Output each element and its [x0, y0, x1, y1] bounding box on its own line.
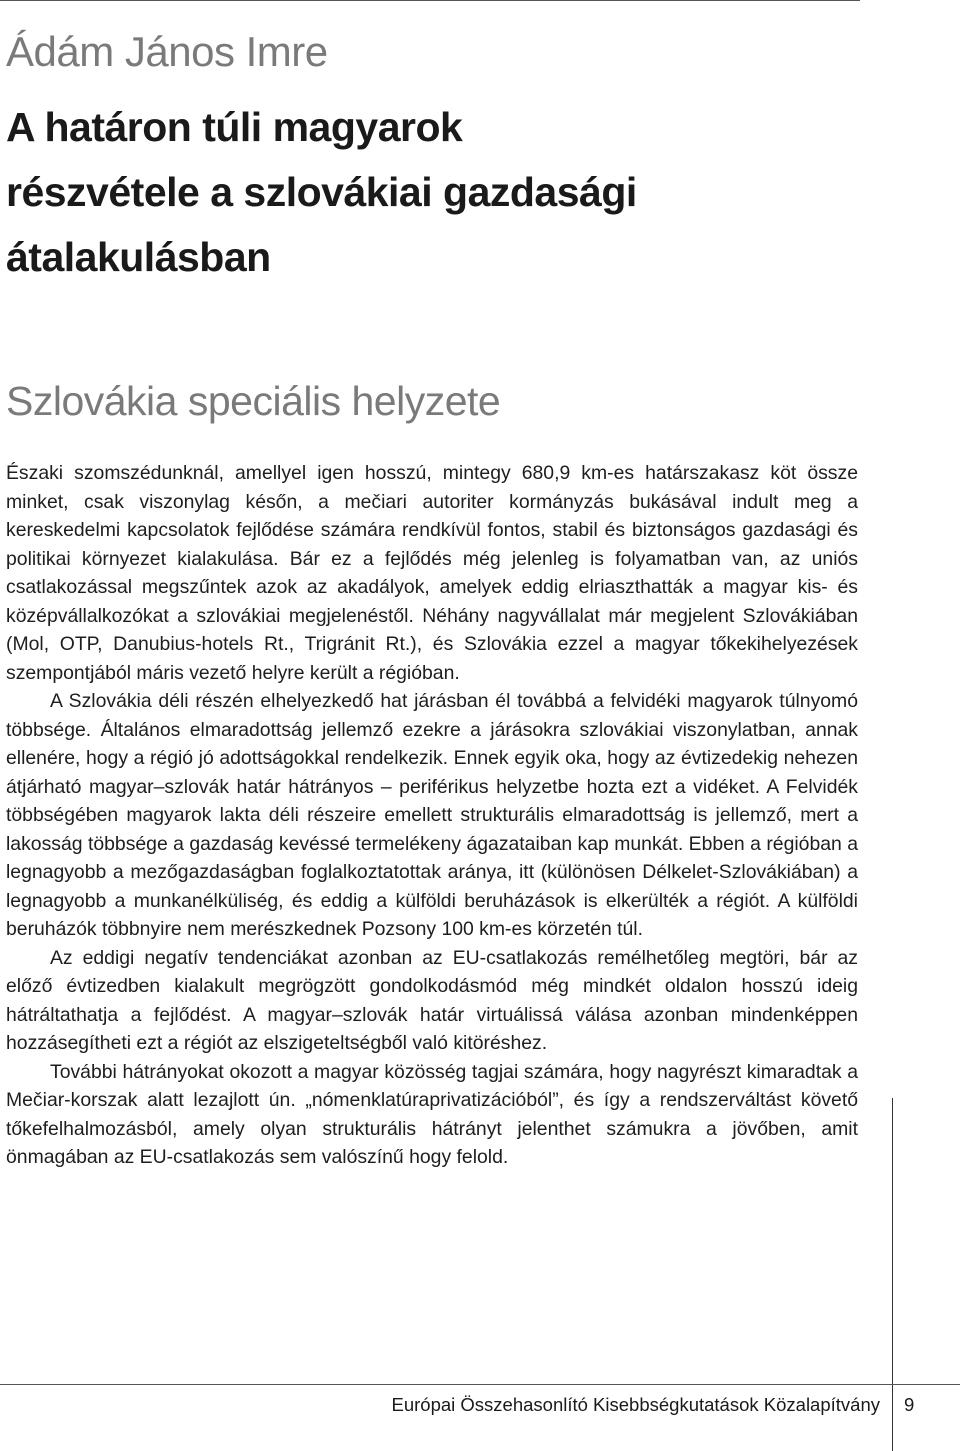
author-name: Ádám János Imre	[6, 28, 328, 75]
footer-divider	[0, 1384, 960, 1385]
paragraph: A Szlovákia déli részén elhelyezkedő hat járásban él továbbá a felvidéki magyarok túlnyomó többsége. Általános elmaradottság jellemző ezekre a járásokra szlovákiai viszonylatban, annak ellenére, hogy a régió jó adottságokkal rendelkezik. Ennek egyik oka, hogy az évtizedekig nehezen átjárható magyar–szlovák határ hátrányos – periférikus helyzetbe hozta ezt a vidéket. A Felvidék többségében magyarok lakta déli részeire emellett strukturális elmaradottság is jellemző, mert a lakosság többsége a gazdaság kevéssé termelékeny ágazataiban kap munkát. Ebben a régióban a legnagyobb a mezőgazdaságban foglalkoztatottak aránya, itt (különösen Délkelet-Szlovákiában) a legnagyobb a munkanélküliség, és eddig a külföldi beruházások is elkerülték a régiót. A külföldi beruházók többnyire nem merészkednek Pozsony 100 km-es körzetén túl.	[6, 690, 858, 940]
paragraph: További hátrányokat okozott a magyar közösség tagjai számára, hogy nagyrészt kimaradtak a Mečiar-korszak alatt lezajlott ún. „nómenklatúraprivatizációból”, és így a rendszerváltást követő tőkefelhalmozásból, amely olyan strukturális hátrányt jelenthet számukra a jövőben, amit önmagában az EU-csatlakozás sem valószínű hogy felold.	[6, 1060, 858, 1168]
footer-publisher: Európai Összehasonlító Kisebbségkutatások Közalapítvány	[391, 1394, 880, 1415]
page-number: 9	[904, 1394, 915, 1415]
title-line: részvétele a szlovákiai gazdasági	[6, 169, 637, 215]
article-body	[6, 459, 858, 1172]
paragraph: Az eddigi negatív tendenciákat azonban az EU-csatlakozás remélhetőleg megtöri, bár az előző évtizedben kialakult megrögzött gondolkodásmód még mindkét oldalon hosszú ideig hátráltathatja a fejlődést. A magyar–szlovák határ virtuálissá válása azonban mindenképpen hozzásegítheti ezt a régiót az elszigeteltségből való kitöréshez.	[6, 946, 858, 1054]
article-title	[6, 95, 866, 290]
section-heading: Szlovákia speciális helyzete	[6, 378, 501, 424]
title-line: átalakulásban	[6, 234, 271, 280]
margin-rule	[892, 1098, 893, 1451]
title-line: A határon túli magyarok	[6, 104, 463, 150]
paragraph: Északi szomszédunknál, amellyel igen hosszú, mintegy 680,9 km-es határszakasz köt össze minket, csak viszonylag későn, a mečiari autoriter kormányzás bukásával indult meg a kereskedelmi kapcsolatok fejlődése számára rendkívül fontos, stabil és biztonságos gazdasági és politikai környezet kialakulása. Bár ez a fejlődés még jelenleg is folyamatban van, az uniós csatlakozással megszűntek azok az akadályok, amelyek eddig elriaszthatták a magyar kis- és középvállalkozókat a szlovákiai megjelenéstől. Néhány nagyvállalat már megjelent Szlovákiában (Mol, OTP, Danubius-hotels Rt., Trigránit Rt.), és Szlovákia ezzel a magyar tőkekihelyezések szempontjából máris vezető helyre került a régióban.	[6, 462, 858, 684]
top-divider	[0, 0, 860, 1]
